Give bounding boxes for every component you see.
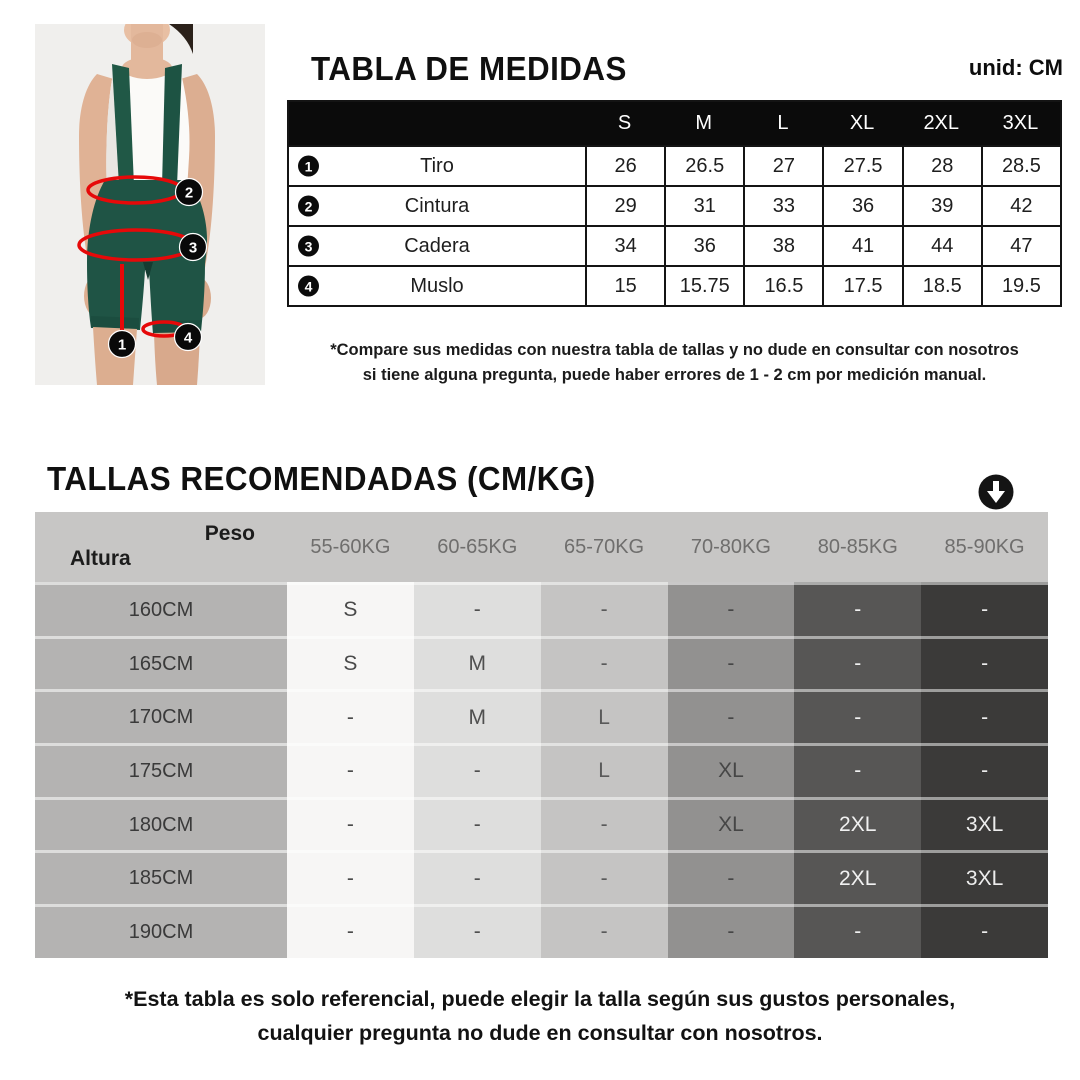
measure-value: 17.5 xyxy=(822,265,901,305)
height-label: 180CM xyxy=(35,797,287,851)
size-cell: - xyxy=(287,904,414,958)
size-cell: XL xyxy=(668,797,795,851)
measure-row-label xyxy=(289,225,585,265)
size-cell: XL xyxy=(668,743,795,797)
size-cell: - xyxy=(414,850,541,904)
footnote-line: si tiene alguna pregunta, puede haber errores de 1 - 2 cm por medición manual. xyxy=(362,366,987,384)
size-cell: - xyxy=(541,636,668,690)
size-header: XL xyxy=(822,102,901,145)
svg-text:1: 1 xyxy=(117,336,127,354)
size-cell: 3XL xyxy=(921,850,1048,904)
measure-value: 19.5 xyxy=(981,265,1060,305)
size-cell: S xyxy=(287,582,414,636)
measure-marker-2 xyxy=(176,179,203,206)
measure-value: 33 xyxy=(743,185,822,225)
measure-value: 26 xyxy=(585,145,664,185)
measure-row-label xyxy=(289,145,585,185)
measure-value: 44 xyxy=(902,225,981,265)
size-cell: - xyxy=(414,904,541,958)
size-cell: - xyxy=(794,689,921,743)
size-cell: - xyxy=(921,689,1048,743)
measure-marker-4 xyxy=(175,324,202,351)
weight-header: 60-65KG xyxy=(414,512,541,582)
measure-value: 26.5 xyxy=(664,145,743,185)
measure-row-label xyxy=(289,265,585,305)
size-cell: - xyxy=(541,850,668,904)
measure-marker-1 xyxy=(109,331,136,358)
size-header: 3XL xyxy=(981,102,1060,145)
model-photo xyxy=(35,24,265,385)
measure-value: 15 xyxy=(585,265,664,305)
size-cell: - xyxy=(668,582,795,636)
down-arrow-icon xyxy=(977,473,1015,511)
size-cell: - xyxy=(921,904,1048,958)
size-cell: 2XL xyxy=(794,850,921,904)
unit-label: unid: CM xyxy=(968,55,1063,80)
measure-value: 28 xyxy=(902,145,981,185)
measure-value: 36 xyxy=(664,225,743,265)
row-number-badge: 2 xyxy=(298,196,319,217)
weight-header: 85-90KG xyxy=(921,512,1048,582)
measure-row-label xyxy=(289,185,585,225)
measure-table-title: TABLA DE MEDIDAS xyxy=(311,50,627,87)
height-label: 170CM xyxy=(35,689,287,743)
size-cell: - xyxy=(921,743,1048,797)
height-axis-label: Altura xyxy=(70,547,131,570)
measure-table-footnote xyxy=(287,338,1062,388)
size-cell: - xyxy=(794,904,921,958)
height-label: 165CM xyxy=(35,636,287,690)
size-cell: L xyxy=(541,689,668,743)
recommend-table-title: TALLAS RECOMENDADAS (CM/KG) xyxy=(47,460,596,497)
size-cell: - xyxy=(794,582,921,636)
measure-name: Cadera xyxy=(404,234,470,257)
recommend-table-footnote xyxy=(0,982,1080,1050)
weight-header: 80-85KG xyxy=(794,512,921,582)
svg-text:3: 3 xyxy=(188,239,198,257)
size-cell: - xyxy=(668,850,795,904)
size-cell: 3XL xyxy=(921,797,1048,851)
table-corner-cell xyxy=(35,512,287,582)
measure-name: Muslo xyxy=(410,274,464,297)
measure-value: 34 xyxy=(585,225,664,265)
height-label: 160CM xyxy=(35,582,287,636)
weight-header: 65-70KG xyxy=(541,512,668,582)
weight-header: 70-80KG xyxy=(668,512,795,582)
size-header: M xyxy=(664,102,743,145)
size-cell: - xyxy=(541,582,668,636)
measure-name: Tiro xyxy=(420,154,454,177)
weight-axis-label: Peso xyxy=(204,522,255,545)
size-cell: - xyxy=(668,904,795,958)
measure-value: 16.5 xyxy=(743,265,822,305)
row-number-badge: 4 xyxy=(298,276,319,297)
size-cell: - xyxy=(541,797,668,851)
measure-value: 27.5 xyxy=(822,145,901,185)
height-label: 175CM xyxy=(35,743,287,797)
height-label: 190CM xyxy=(35,904,287,958)
height-label: 185CM xyxy=(35,850,287,904)
measure-value: 27 xyxy=(743,145,822,185)
bib-shorts-figure xyxy=(35,24,265,385)
size-cell: 2XL xyxy=(794,797,921,851)
measure-value: 41 xyxy=(822,225,901,265)
footnote-line: cualquier pregunta no dude en consultar con nosotros. xyxy=(257,1021,823,1045)
measure-value: 29 xyxy=(585,185,664,225)
size-cell: L xyxy=(541,743,668,797)
size-cell: - xyxy=(541,904,668,958)
footnote-line: *Esta tabla es solo referencial, puede elegir la talla según sus gustos personales, xyxy=(124,987,956,1011)
size-cell: M xyxy=(414,689,541,743)
size-cell: - xyxy=(668,636,795,690)
size-cell: - xyxy=(414,797,541,851)
weight-header: 55-60KG xyxy=(287,512,414,582)
size-header: L xyxy=(743,102,822,145)
size-header: S xyxy=(585,102,664,145)
footnote-line: *Compare sus medidas con nuestra tabla de tallas y no dude en consultar con nosotros xyxy=(330,341,1019,359)
svg-text:2: 2 xyxy=(184,184,194,202)
measure-name: Cintura xyxy=(404,194,470,217)
size-cell: - xyxy=(668,689,795,743)
size-cell: M xyxy=(414,636,541,690)
measure-value: 36 xyxy=(822,185,901,225)
size-cell: - xyxy=(794,743,921,797)
size-cell: - xyxy=(414,582,541,636)
measure-value: 31 xyxy=(664,185,743,225)
measure-value: 38 xyxy=(743,225,822,265)
svg-text:4: 4 xyxy=(183,329,193,347)
size-cell: - xyxy=(287,689,414,743)
row-number-badge: 1 xyxy=(298,156,319,177)
size-cell: - xyxy=(287,850,414,904)
measure-value: 18.5 xyxy=(902,265,981,305)
recommendation-table xyxy=(35,512,1048,958)
measure-marker-3 xyxy=(180,234,207,261)
size-cell: - xyxy=(794,636,921,690)
size-header: 2XL xyxy=(902,102,981,145)
size-header-corner xyxy=(289,102,585,145)
size-cell: - xyxy=(287,743,414,797)
measure-value: 47 xyxy=(981,225,1060,265)
size-cell: - xyxy=(921,636,1048,690)
measure-value: 28.5 xyxy=(981,145,1060,185)
size-cell: - xyxy=(921,582,1048,636)
measure-value: 39 xyxy=(902,185,981,225)
measure-value: 42 xyxy=(981,185,1060,225)
size-cell: - xyxy=(287,797,414,851)
row-number-badge: 3 xyxy=(298,236,319,257)
measure-value: 15.75 xyxy=(664,265,743,305)
measurement-table xyxy=(287,100,1062,307)
size-cell: - xyxy=(414,743,541,797)
size-cell: S xyxy=(287,636,414,690)
